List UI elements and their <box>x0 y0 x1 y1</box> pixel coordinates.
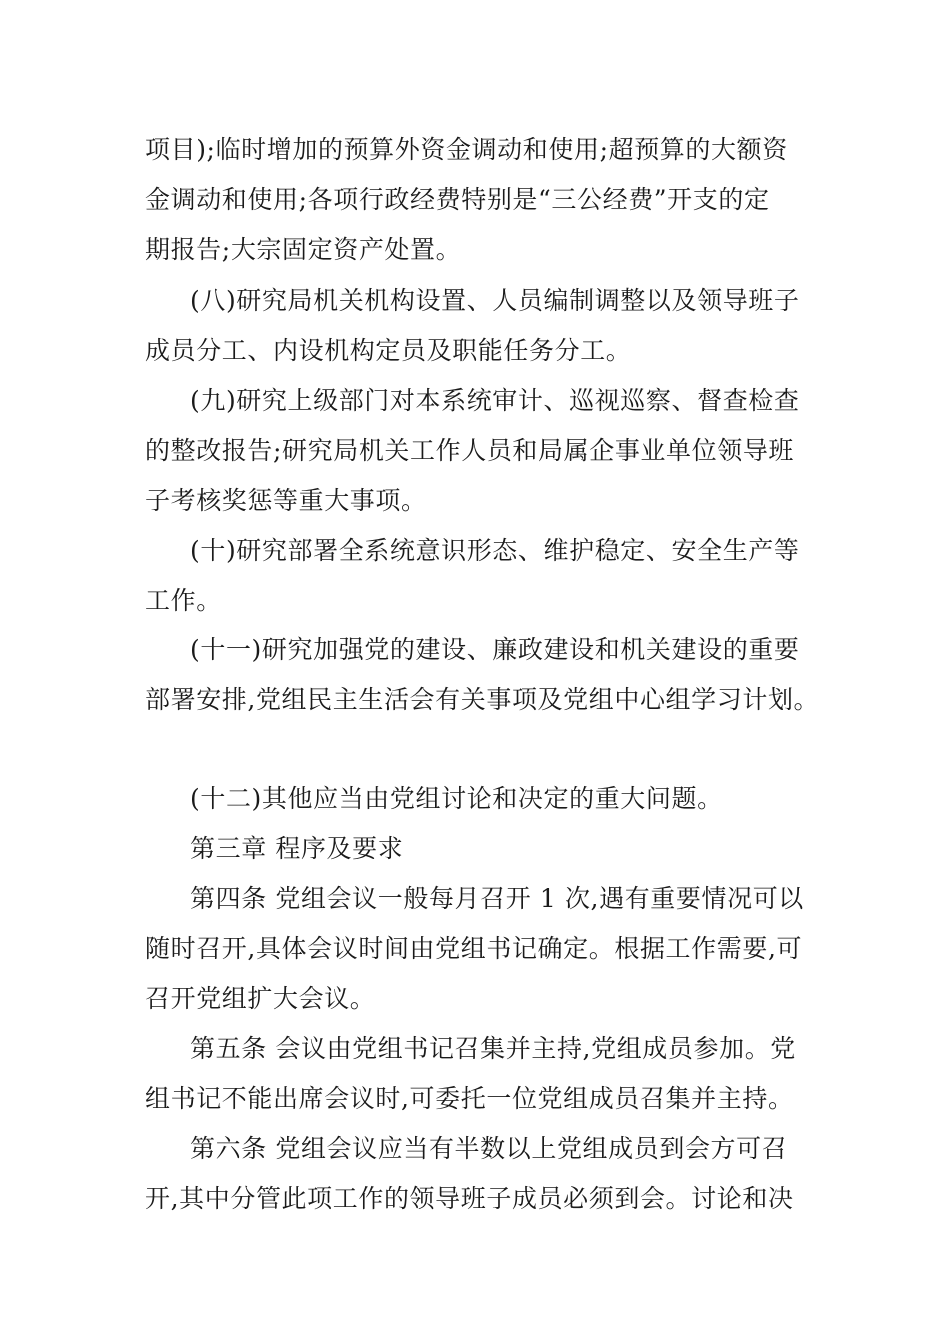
text-line: (十二)其他应当由党组讨论和决定的重大问题。 <box>190 784 723 813</box>
text-line: (九)研究上级部门对本系统审计、巡视巡察、督查检查 <box>190 386 800 415</box>
chapter-heading: 第三章 程序及要求 <box>190 834 404 863</box>
text-line: 期报告;大宗固定资产处置。 <box>145 235 462 264</box>
text-line: 组书记不能出席会议时,可委托一位党组成员召集并主持。 <box>145 1084 794 1113</box>
text-line: 子考核奖惩等重大事项。 <box>145 486 427 515</box>
text-line: 第四条 党组会议一般每月召开 1 次,遇有重要情况可以 <box>190 884 804 913</box>
text-line: 金调动和使用;各项行政经费特别是“三公经费”开支的定 <box>145 185 770 214</box>
text-line: 的整改报告;研究局机关工作人员和局属企事业单位领导班 <box>145 436 795 465</box>
text-line: (十)研究部署全系统意识形态、维护稳定、安全生产等 <box>190 536 800 565</box>
text-line: (十一)研究加强党的建设、廉政建设和机关建设的重要 <box>190 635 800 664</box>
text-line: 召开党组扩大会议。 <box>145 984 376 1013</box>
text-line: 项目);临时增加的预算外资金调动和使用;超预算的大额资 <box>145 135 788 164</box>
text-line: 第六条 党组会议应当有半数以上党组成员到会方可召 <box>190 1134 788 1163</box>
text-line: 工作。 <box>145 586 222 615</box>
text-line: 随时召开,具体会议时间由党组书记确定。根据工作需要,可 <box>145 934 803 963</box>
text-line: 第五条 会议由党组书记召集并主持,党组成员参加。党 <box>190 1034 796 1063</box>
text-line: 开,其中分管此项工作的领导班子成员必须到会。讨论和决 <box>145 1184 794 1213</box>
text-line: (八)研究局机关机构设置、人员编制调整以及领导班子 <box>190 286 800 315</box>
text-line: 部署安排,党组民主生活会有关事项及党组中心组学习计划。 <box>145 685 820 714</box>
text-line: 成员分工、内设机构定员及职能任务分工。 <box>145 336 632 365</box>
